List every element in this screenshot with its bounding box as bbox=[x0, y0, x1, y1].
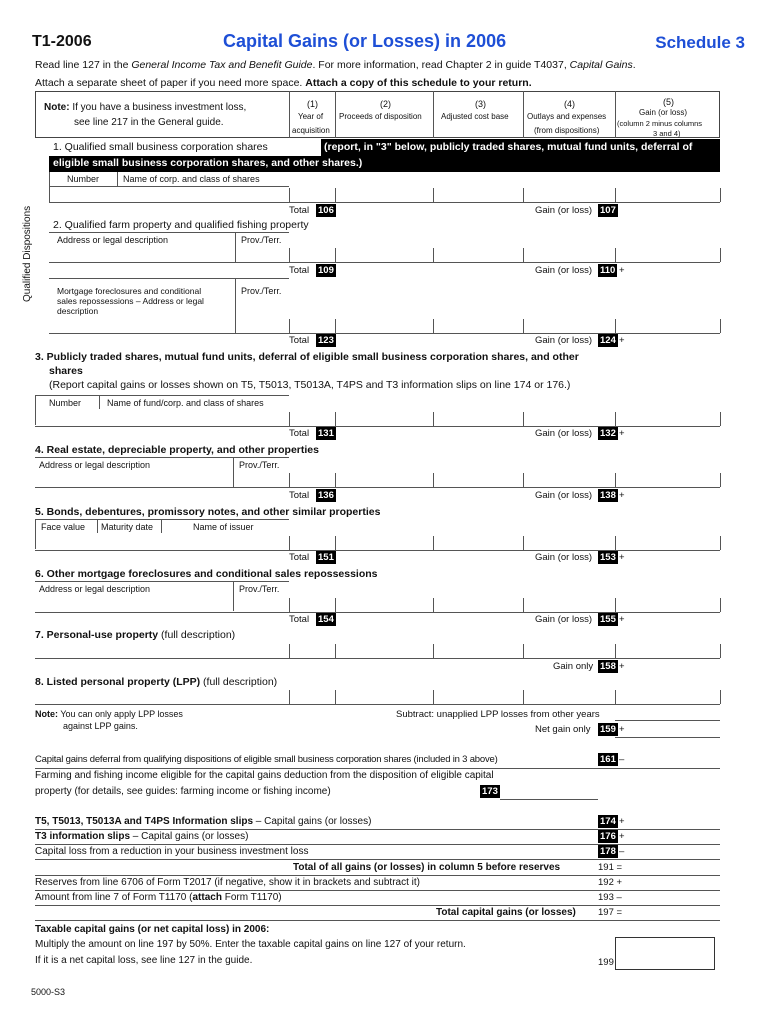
grid-vline bbox=[433, 644, 434, 658]
sign-159: + bbox=[619, 724, 625, 735]
section-3-heading-2: shares bbox=[49, 365, 83, 377]
line-153-box: 153 bbox=[600, 552, 616, 563]
grid-vline bbox=[433, 319, 434, 333]
s5-gain-label: Gain (or loss) bbox=[535, 552, 593, 563]
s7-gain-label: Gain only bbox=[553, 661, 594, 672]
section-3-heading: 3. Publicly traded shares, mutual fund units, deferral of eligible small business corporation shares, and other bbox=[35, 351, 579, 363]
grid-vline bbox=[335, 690, 336, 704]
intro-line-2: Attach a separate sheet of paper if you need more space. Attach a copy of this schedule to your return. bbox=[35, 77, 532, 89]
grid-vline bbox=[615, 536, 616, 550]
section-1-bar-2: eligible small business corporation shares, and other shares.) bbox=[49, 156, 720, 172]
line-131-box: 131 bbox=[318, 428, 334, 439]
section-4-heading: 4. Real estate, depreciable property, and other properties bbox=[35, 444, 319, 456]
s8-subtract-label: Subtract: unapplied LPP losses from other years bbox=[396, 709, 600, 720]
s6-col-prov: Prov./Terr. bbox=[239, 584, 280, 594]
grid-vline bbox=[615, 473, 616, 487]
note-line-1: Note: If you have a business investment loss, bbox=[44, 102, 247, 113]
line-154-box: 154 bbox=[318, 614, 334, 625]
grid-vline bbox=[720, 536, 721, 550]
line-197: 197 = bbox=[598, 907, 623, 918]
s2-mortgage-3: description bbox=[57, 306, 99, 316]
grid-vline bbox=[720, 188, 721, 202]
s4-col-address: Address or legal description bbox=[39, 460, 151, 470]
grid-vline bbox=[523, 473, 524, 487]
line-161-box: 161 bbox=[600, 754, 616, 765]
grid-vline bbox=[335, 598, 336, 612]
form-page bbox=[22, 20, 745, 1006]
grid-vline bbox=[523, 536, 524, 550]
sign-110: + bbox=[619, 265, 625, 276]
grid-vline bbox=[523, 319, 524, 333]
s2-col-prov: Prov./Terr. bbox=[241, 235, 282, 245]
s4-gain-label: Gain (or loss) bbox=[535, 490, 593, 501]
line-193: 193 – bbox=[598, 892, 622, 903]
grid-vline bbox=[720, 690, 721, 704]
schedule-label: Schedule 3 bbox=[655, 33, 745, 52]
sign-158: + bbox=[619, 661, 625, 672]
s2-gain-label: Gain (or loss) bbox=[535, 265, 593, 276]
line-178-box: 178 bbox=[600, 846, 616, 857]
col-4-label-2: (from dispositions) bbox=[534, 126, 600, 135]
grid-vline bbox=[720, 412, 721, 426]
col-3-label: Adjusted cost base bbox=[441, 112, 509, 121]
grid-vline bbox=[335, 644, 336, 658]
grid-vline bbox=[433, 412, 434, 426]
col-5-label: Gain (or loss) bbox=[639, 108, 688, 117]
form-id: T1-2006 bbox=[32, 33, 92, 50]
section-1-heading: 1. Qualified small business corporation shares bbox=[53, 141, 268, 153]
line-109-box: 109 bbox=[318, 265, 334, 276]
sign-155: + bbox=[619, 614, 625, 625]
s2-total-label-2: Total bbox=[289, 335, 310, 346]
total-197-text: Total capital gains (or losses) bbox=[436, 907, 576, 918]
taxable-heading: Taxable capital gains (or net capital loss) in 2006: bbox=[35, 924, 270, 935]
slip-178-text: Capital loss from a reduction in your business investment loss bbox=[35, 846, 309, 857]
s3-gain-label: Gain (or loss) bbox=[535, 428, 593, 439]
section-5-heading: 5. Bonds, debentures, promissory notes, and other similar properties bbox=[35, 506, 381, 518]
col-5-label-3: 3 and 4) bbox=[653, 129, 681, 138]
farm-line-1: Farming and fishing income eligible for the capital gains deduction from the disposition of eligible capital bbox=[35, 770, 494, 781]
s2-col-address: Address or legal description bbox=[57, 235, 169, 245]
s8-note-2: against LPP gains. bbox=[63, 721, 138, 731]
slip-176-text: T3 information slips – Capital gains (or losses) bbox=[35, 831, 249, 842]
line-124-box: 124 bbox=[600, 335, 616, 346]
grid-vline bbox=[523, 598, 524, 612]
grid-vline bbox=[720, 598, 721, 612]
grid-vline bbox=[433, 598, 434, 612]
section-3-note: (Report capital gains or losses shown on T5, T5013, T5013A, T4PS and T3 information slips on line 174 or 176.) bbox=[49, 379, 571, 391]
line-173-box: 173 bbox=[482, 786, 498, 797]
grid-vline bbox=[523, 412, 524, 426]
line-192: 192 + bbox=[598, 877, 623, 888]
deferral-text: Capital gains deferral from qualifying dispositions of eligible small business corporation shares (included in 3 above) bbox=[35, 754, 498, 765]
sign-153: + bbox=[619, 552, 625, 563]
s4-col-prov: Prov./Terr. bbox=[239, 460, 280, 470]
col-2-label: Proceeds of disposition bbox=[339, 112, 422, 121]
grid-vline bbox=[289, 598, 290, 612]
line-132-box: 132 bbox=[600, 428, 616, 439]
line-176-box: 176 bbox=[600, 831, 616, 842]
s2-gain-label-2: Gain (or loss) bbox=[535, 335, 593, 346]
s2-mortgage-prov: Prov./Terr. bbox=[241, 286, 282, 296]
grid-vline bbox=[289, 248, 290, 262]
grid-vline bbox=[720, 319, 721, 333]
s1-gain-label: Gain (or loss) bbox=[535, 205, 593, 216]
s2-mortgage-1: Mortgage foreclosures and conditional bbox=[57, 286, 202, 296]
intro-line-1: Read line 127 in the General Income Tax and Benefit Guide. For more information, read Chapter 2 in guide T4037, Capital Gains. bbox=[35, 59, 636, 71]
grid-vline bbox=[289, 319, 290, 333]
line-191: 191 = bbox=[598, 862, 623, 873]
section-2-heading: 2. Qualified farm property and qualified fishing property bbox=[53, 219, 309, 231]
sign-176: + bbox=[619, 831, 625, 842]
form-code: 5000-S3 bbox=[31, 987, 66, 997]
s2-total-label: Total bbox=[289, 265, 310, 276]
col-5-number: (5) bbox=[663, 97, 674, 107]
grid-vline bbox=[615, 644, 616, 658]
grid-vline bbox=[433, 473, 434, 487]
grid-vline bbox=[289, 690, 290, 704]
s6-total-label: Total bbox=[289, 614, 310, 625]
s1-total-label: Total bbox=[289, 205, 310, 216]
grid-vline bbox=[289, 644, 290, 658]
taxable-line-2: If it is a net capital loss, see line 127 in the guide. bbox=[35, 955, 253, 966]
sign-138: + bbox=[619, 490, 625, 501]
line-155-box: 155 bbox=[600, 614, 616, 625]
s1-col-number: Number bbox=[67, 174, 100, 184]
line-159-box: 159 bbox=[600, 724, 616, 735]
line-199-input[interactable] bbox=[615, 937, 715, 970]
s6-col-address: Address or legal description bbox=[39, 584, 151, 594]
col-1-number: (1) bbox=[307, 99, 318, 109]
line-106-box: 106 bbox=[318, 205, 334, 216]
grid-vline bbox=[523, 248, 524, 262]
grid-vline bbox=[289, 536, 290, 550]
line-110-box: 110 bbox=[600, 265, 616, 276]
s5-col-maturity: Maturity date bbox=[101, 522, 154, 532]
grid-vline bbox=[523, 188, 524, 202]
s5-col-face: Face value bbox=[41, 522, 86, 532]
col-4-label: Outlays and expenses bbox=[527, 112, 607, 121]
sign-124: + bbox=[619, 335, 625, 346]
grid-vline bbox=[615, 412, 616, 426]
col-4-number: (4) bbox=[564, 99, 575, 109]
total-192-text: Reserves from line 6706 of Form T2017 (if negative, show it in brackets and subtract it) bbox=[35, 877, 420, 888]
line-123-box: 123 bbox=[318, 335, 334, 346]
sign-161: – bbox=[619, 754, 625, 765]
col-3-number: (3) bbox=[475, 99, 486, 109]
grid-vline bbox=[615, 690, 616, 704]
section-8-heading: 8. Listed personal property (LPP) (full description) bbox=[35, 676, 278, 688]
grid-vline bbox=[720, 248, 721, 262]
col-1-label: Year of bbox=[298, 112, 324, 121]
slip-174-text: T5, T5013, T5013A and T4PS Information slips – Capital gains (or losses) bbox=[35, 816, 372, 827]
grid-vline bbox=[289, 188, 290, 202]
grid-vline bbox=[289, 412, 290, 426]
sign-132: + bbox=[619, 428, 625, 439]
grid-vline bbox=[433, 536, 434, 550]
s3-total-label: Total bbox=[289, 428, 310, 439]
note-line-2: see line 217 in the General guide. bbox=[74, 117, 224, 128]
line-199: 199 bbox=[598, 957, 614, 968]
grid-vline bbox=[720, 644, 721, 658]
grid-vline bbox=[335, 412, 336, 426]
grid-vline bbox=[335, 188, 336, 202]
grid-vline bbox=[433, 188, 434, 202]
grid-vline bbox=[615, 598, 616, 612]
grid-vline bbox=[433, 248, 434, 262]
s8-net-label: Net gain only bbox=[535, 724, 591, 735]
grid-vline bbox=[335, 536, 336, 550]
s2-mortgage-2: sales repossessions – Address or legal bbox=[57, 296, 204, 306]
grid-vline bbox=[615, 188, 616, 202]
s3-col-number: Number bbox=[49, 398, 82, 408]
line-107-box: 107 bbox=[600, 205, 616, 216]
line-136-box: 136 bbox=[318, 490, 334, 501]
s4-total-label: Total bbox=[289, 490, 310, 501]
line-138-box: 138 bbox=[600, 490, 616, 501]
s5-col-issuer: Name of issuer bbox=[193, 522, 254, 532]
section-1-bar-1: (report, in "3" below, publicly traded shares, mutual fund units, deferral of bbox=[321, 139, 720, 156]
sign-174: + bbox=[619, 816, 625, 827]
sign-178: – bbox=[619, 846, 625, 857]
total-191-text: Total of all gains (or losses) in column 5 before reserves bbox=[293, 862, 561, 873]
col-1-label-2: acquisition bbox=[292, 126, 330, 135]
section-6-heading: 6. Other mortgage foreclosures and conditional sales repossessions bbox=[35, 568, 378, 580]
grid-vline bbox=[335, 248, 336, 262]
col-2-number: (2) bbox=[380, 99, 391, 109]
taxable-line-1: Multiply the amount on line 197 by 50%. Enter the taxable capital gains on line 127 of your return. bbox=[35, 939, 466, 950]
farm-line-2: property (for details, see guides: farming income or fishing income) bbox=[35, 786, 331, 797]
s6-gain-label: Gain (or loss) bbox=[535, 614, 593, 625]
line-158-box: 158 bbox=[600, 661, 616, 672]
form-title: Capital Gains (or Losses) in 2006 bbox=[223, 31, 507, 51]
grid-vline bbox=[615, 319, 616, 333]
s5-total-label: Total bbox=[289, 552, 310, 563]
total-193-text: Amount from line 7 of Form T1170 (attach Form T1170) bbox=[35, 892, 282, 903]
grid-vline bbox=[523, 690, 524, 704]
grid-vline bbox=[523, 644, 524, 658]
section-7-heading: 7. Personal-use property (full description) bbox=[35, 629, 236, 641]
grid-vline bbox=[433, 690, 434, 704]
grid-vline bbox=[289, 473, 290, 487]
qualified-dispositions-label: Qualified Dispositions bbox=[22, 205, 33, 302]
grid-vline bbox=[615, 248, 616, 262]
s1-col-name: Name of corp. and class of shares bbox=[123, 174, 260, 184]
s3-col-name: Name of fund/corp. and class of shares bbox=[107, 398, 264, 408]
line-174-box: 174 bbox=[600, 816, 616, 827]
line-151-box: 151 bbox=[318, 552, 334, 563]
col-5-label-2: (column 2 minus columns bbox=[617, 119, 703, 128]
grid-vline bbox=[335, 319, 336, 333]
grid-vline bbox=[335, 473, 336, 487]
grid-vline bbox=[720, 473, 721, 487]
s8-note-1: Note: You can only apply LPP losses bbox=[35, 709, 183, 719]
